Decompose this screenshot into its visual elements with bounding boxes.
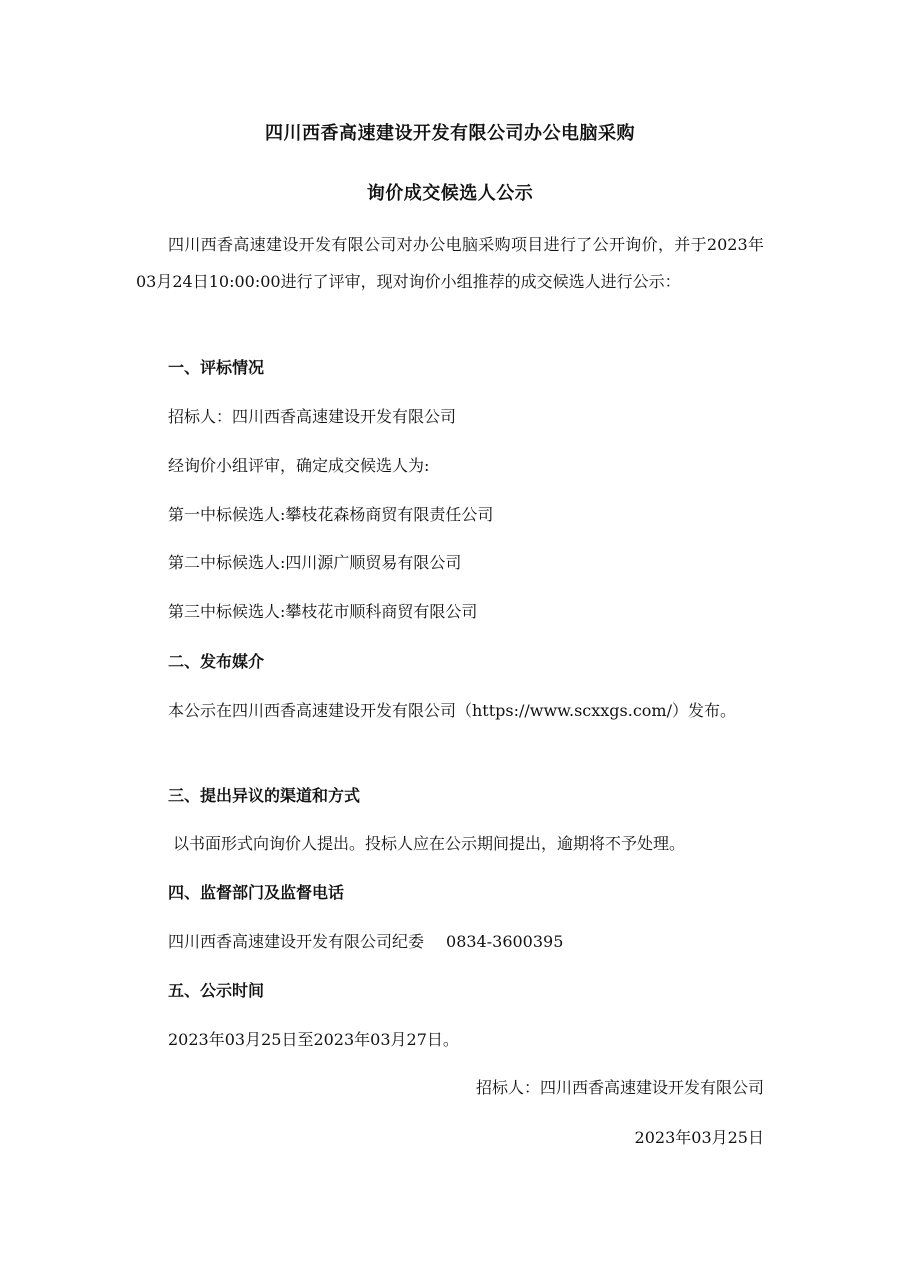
publicity-period: 2023年03月25日至2023年03月27日。 [168, 1030, 459, 1049]
section2-heading: 二、发布媒介 [168, 652, 265, 671]
review-note: 经询价小组评审，确定成交候选人为: [168, 456, 430, 475]
candidate-3: 第三中标候选人:攀枝花市顺科商贸有限公司 [168, 602, 478, 621]
supervision-line [168, 930, 563, 954]
document-title-line1: 四川西香高速建设开发有限公司办公电脑采购 [265, 123, 635, 144]
section1-heading: 一、评标情况 [168, 358, 265, 377]
supervision-phone: 0834-3600395 [446, 932, 564, 951]
section4-heading: 四、监督部门及监督电话 [168, 883, 345, 902]
tenderer-line: 招标人：四川西香高速建设开发有限公司 [168, 407, 457, 426]
intro-paragraph: 四川西香高速建设开发有限公司对办公电脑采购项目进行了公开询价，并于2023年03月24日10:00:00进行了评审，现对询价小组推荐的成交候选人进行公示： [136, 235, 764, 291]
supervision-department: 四川西香高速建设开发有限公司纪委 [168, 932, 425, 951]
candidate-1: 第一中标候选人:攀枝花森杨商贸有限责任公司 [168, 505, 494, 524]
document-title-line2: 询价成交候选人公示 [366, 183, 534, 204]
signature-issuer: 招标人：四川西香高速建设开发有限公司 [475, 1078, 764, 1097]
candidate-2: 第二中标候选人:四川源广顺贸易有限公司 [168, 553, 462, 572]
objection-method-text: 以书面形式向询价人提出。投标人应在公示期间提出，逾期将不予处理。 [173, 834, 686, 853]
section3-heading: 三、提出异议的渠道和方式 [168, 786, 361, 805]
publication-media-paragraph: 本公示在四川西香高速建设开发有限公司（https://www.scxxgs.com/）发布。 [168, 701, 736, 720]
signature-date: 2023年03月25日 [634, 1128, 764, 1147]
section5-heading: 五、公示时间 [168, 981, 265, 1000]
